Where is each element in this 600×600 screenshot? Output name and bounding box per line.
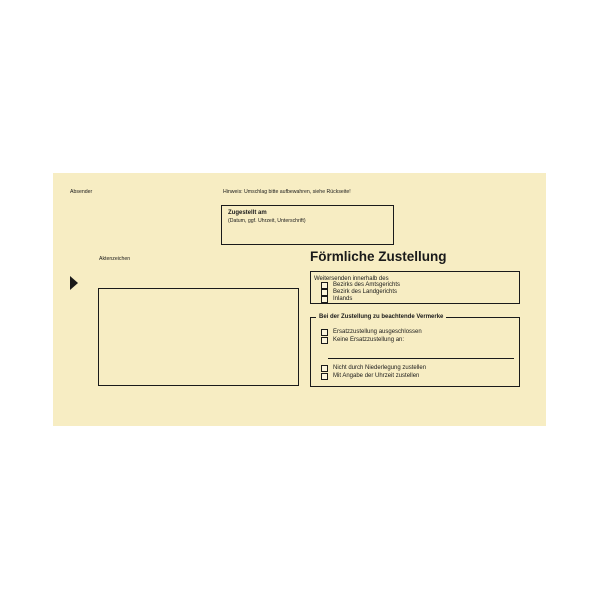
checkbox-label: Inlands — [333, 296, 353, 302]
checkbox[interactable] — [321, 289, 328, 296]
notes-box — [310, 314, 520, 387]
checkbox-label: Bezirk des Landgerichts — [333, 289, 398, 295]
form-title: Förmliche Zustellung — [310, 249, 447, 264]
notes-option-no-substitute-to[interactable] — [321, 337, 404, 344]
notes-option-substitute-excluded[interactable] — [321, 329, 422, 336]
checkbox[interactable] — [321, 282, 328, 289]
checkbox[interactable] — [321, 337, 328, 344]
forward-option-district-court[interactable] — [321, 282, 400, 289]
checkbox-label: Bezirks des Amtsgerichts — [333, 282, 401, 288]
delivered-subtitle: (Datum, ggf. Uhrzeit, Unterschrift) — [228, 218, 306, 224]
hint-text: Hinweis: Umschlag bitte aufbewahren, siehe Rückseite! — [223, 189, 351, 195]
address-window — [98, 288, 299, 386]
notes-legend: Bei der Zustellung zu beachtende Vermerke — [316, 314, 446, 321]
arrow-marker-icon — [70, 276, 78, 290]
checkbox[interactable] — [321, 373, 328, 380]
checkbox[interactable] — [321, 365, 328, 372]
checkbox[interactable] — [321, 296, 328, 303]
delivered-title: Zugestellt am — [228, 210, 267, 216]
sender-label: Absender — [70, 189, 93, 195]
forward-option-domestic[interactable] — [321, 296, 352, 303]
notes-option-no-deposit[interactable] — [321, 365, 426, 372]
fill-in-line[interactable] — [328, 358, 514, 359]
checkbox-label: Nicht durch Niederlegung zustellen — [333, 365, 427, 371]
notes-option-with-time[interactable] — [321, 373, 419, 380]
envelope-form — [53, 173, 546, 426]
checkbox-label: Keine Ersatzzustellung an: — [333, 337, 405, 343]
file-reference-label: Aktenzeichen — [99, 256, 131, 262]
forward-option-regional-court[interactable] — [321, 289, 397, 296]
checkbox-label: Ersatzzustellung ausgeschlossen — [333, 329, 422, 335]
checkbox-label: Mit Angabe der Uhrzeit zustellen — [333, 373, 420, 379]
forward-box — [310, 271, 520, 304]
forward-title: Weitersenden innerhalb des — [314, 276, 389, 282]
delivered-box[interactable] — [221, 205, 394, 245]
checkbox[interactable] — [321, 329, 328, 336]
